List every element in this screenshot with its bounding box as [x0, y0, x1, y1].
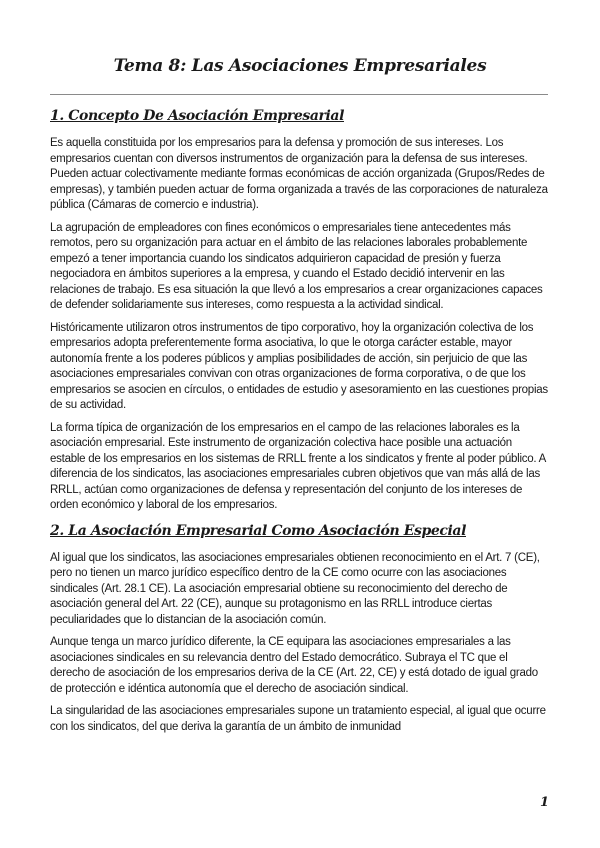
section-heading-1: 1. Concepto De Asociación Empresarial	[50, 108, 344, 124]
section-heading-2: 2. La Asociación Empresarial Como Asociación Especial	[50, 522, 466, 539]
paragraph: La singularidad de las asociaciones empresariales supone un tratamiento especial, al igual que ocurre con los sindicatos, del que deriva la garantía de un ámbito de inmunidad	[50, 705, 546, 733]
paragraph: La forma típica de organización de los empresarios en el campo de las relaciones laborales es la asociación empresarial. Este instrumento de organización colectiva hace posible una actuación estable de los empresarios en los sistemas de RRLL frente a los sindicatos y frente al poder público. A diferencia de los sindicatos, las asociaciones empresariales cubren objetivos que van más allá de las RRLL, actúan como organizaciones de defensa y representación del conjunto de los intereses de orden económico y laboral de los empresarios.	[50, 421, 546, 511]
title-divider	[50, 94, 548, 95]
paragraph: Históricamente utilizaron otros instrumentos de tipo corporativo, hoy la organización colectiva de los empresarios adopta preferentemente forma asociativa, lo que le otorga carácter estable, mayor autonomía frente a los poderes públicos y amplias posibilidades de acción, sin perjuicio de que las asociaciones empresariales convivan con otras organizaciones de forma corporativa, o de que los empresarios se asocien en círculos, o entidades de estudio y asesoramiento en las cuestiones propias de su actividad.	[50, 321, 548, 411]
paragraph: La agrupación de empleadores con fines económicos o empresariales tiene antecedentes más remotos, pero su organización para actuar en el ámbito de las relaciones laborales probablemente empezó a tener importancia cuando los sindicatos adquirieron capacidad de presión y fuerza negociadora en ámbitos superiores a la empresa, y cuando el Estado decidió intervenir en las relaciones de trabajo. Es esa situación la que llevó a los empresarios a crear organizaciones capaces de defender solidariamente sus intereses, como respuesta a la actividad sindical.	[50, 221, 543, 311]
page-content	[50, 106, 550, 742]
paragraph: Es aquella constituida por los empresarios para la defensa y promoción de sus intereses. Los empresarios cuentan con diversos instrumentos de organización para la defensa de sus intereses. Pueden actuar colectivamente mediante formas económicas de acción organizada (Grupos/Redes de empresas), y también pueden actuar de forma organizada a través de las corporaciones de naturaleza pública (Cámaras de comercio e industria).	[50, 137, 548, 211]
page-title: Tema 8: Las Asociaciones Empresariales	[113, 56, 487, 76]
paragraph: Al igual que los sindicatos, las asociaciones empresariales obtienen reconocimiento en el Art. 7 (CE), pero no tienen un marco jurídico específico dentro de la CE como ocurre con las asociaciones sindicales (Art. 28.1 CE). La asociación empresarial obtiene su reconocimiento del derecho de asociación general del Art. 22 (CE), aunque su protagonismo en las RRLL introduce ciertas peculiaridades que lo distancian de la asociación común.	[50, 551, 540, 626]
page-number: 1	[540, 795, 550, 810]
paragraph: Aunque tenga un marco jurídico diferente, la CE equipara las asociaciones empresariales a las asociaciones sindicales en su relevancia dentro del Estado democrático. Subraya el TC que el derecho de asociación de los empresarios deriva de la CE (Art. 22, CE) y está dotado de igual grado de protección e idéntica autonomía que el derecho de asociación sindical.	[50, 636, 538, 695]
